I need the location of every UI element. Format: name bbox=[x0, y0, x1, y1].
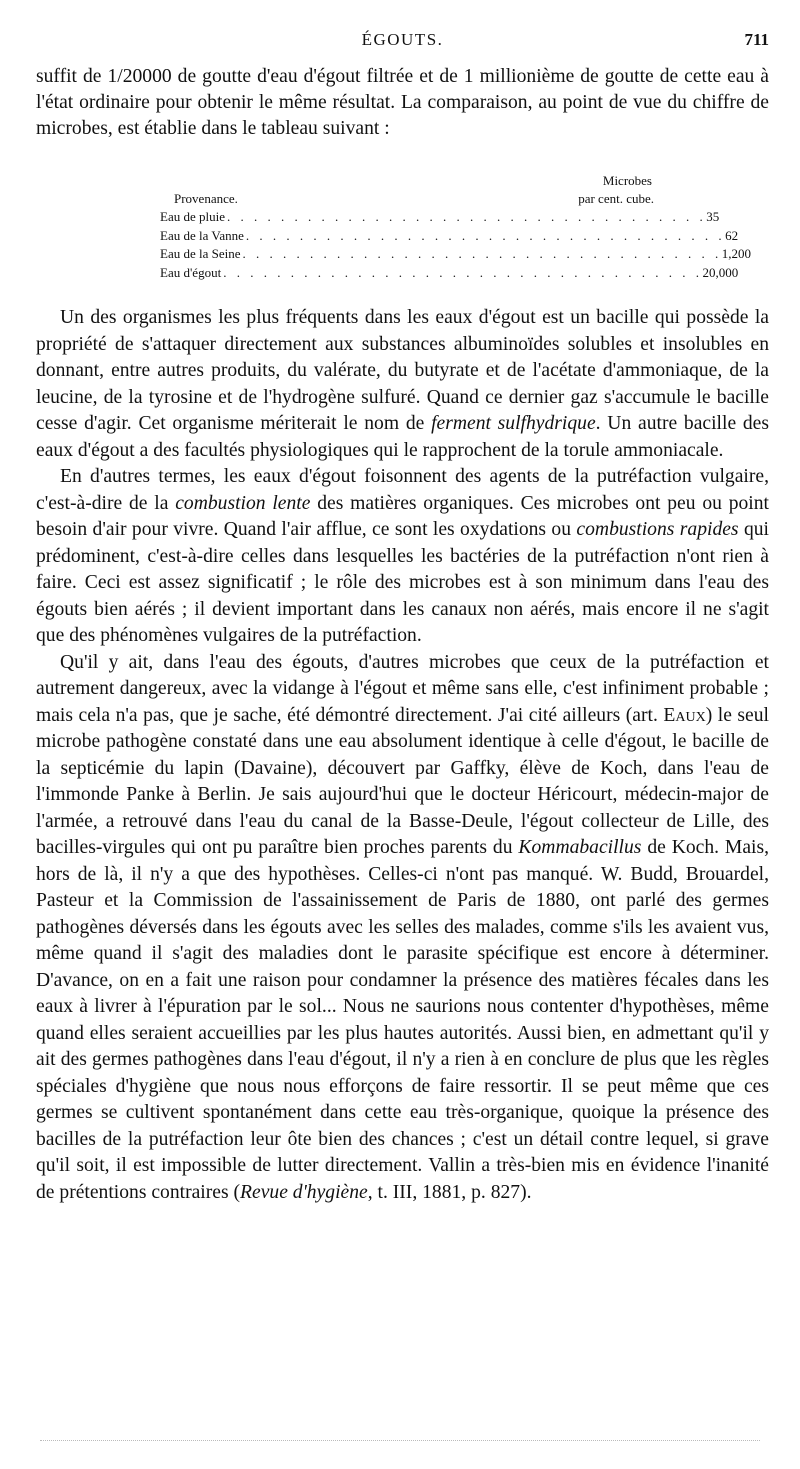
italic-term: combustions rapides bbox=[576, 519, 739, 540]
running-head bbox=[36, 30, 769, 56]
table-row bbox=[160, 264, 739, 283]
table-row bbox=[160, 208, 720, 227]
page-number: 711 bbox=[744, 30, 769, 49]
table-header-unit: par cent. cube. bbox=[578, 191, 654, 206]
text-run: des matières organiques. Ces microbes ont peu ou point besoin d'air pour vivre. Quand l'air afflue, ce sont les oxydations ou bbox=[36, 492, 769, 540]
running-title: ÉGOUTS. bbox=[361, 30, 444, 49]
italic-term: combustion lente bbox=[175, 492, 311, 514]
intro-paragraph: suffit de 1/20000 de goutte d'eau d'égout filtrée et de 1 millionième de goutte de cette eau à l'état ordinaire pour obtenir le même résultat. La comparaison, au point de vue du chiffre de microbes, est établie dans le tableau suivant : bbox=[36, 66, 769, 139]
table-row-value: 20,000 bbox=[702, 264, 739, 280]
table-header-row bbox=[160, 190, 654, 208]
text-run: Un des organismes les plus fréquents dans les eaux d'égout est un bacille qui possède la propriété de s'attaquer directement aux substances albuminoïdes solubles et insolubles en donnant, entre autres produits, du valérate, du butyrate et de l'acétate d'ammoniaque, de la leucine, de la tyrosine et de l'hydrogène sulfuré. Quand ce dernier gaz s'accumule le bacille cesse d'agir. Cet organisme mériterait le nom de bbox=[36, 307, 769, 434]
text-run: ) le seul microbe pathogène constaté dans une eau absolument identique à celle d'égout, le bacille de la septicémie du lapin (Davaine), découvert par Gaffky, élève de Koch, dans l'eau de l'immonde Panke à Berlin. Je sais aujourd'hui que le docteur Héricourt, médecin-major de l'armée, a retrouvé dans l'eau du canal de la Basse-Deule, l'égout collecteur de Lille, des bacilles-virgules qui ont pu paraître bien proches parents du bbox=[36, 704, 769, 858]
italic-term: ferment sulfhydrique bbox=[431, 413, 596, 434]
text-run: de Koch. Mais, hors de là, il n'y a que des hypothèses. Celles-ci n'ont pas manqué. W. Budd, Brouardel, Pasteur et la Commission de l'assainissement de Paris de 1880, ont parlé des germes pathogènes déversés dans les égouts avec les selles des malades, comme s'ils les avaient vus, même quand il s'agit des maladies dont le parasite spécifique est encore à déterminer. D'avance, on en a fait une raison pour condamner la présence des matières fécales dans les eaux à livrer à l'épuration par le sol... Nous ne saurions nous contenter d'hypothèses, même quand elles seraient accueillies par les plus hautes autorités. Aussi bien, en admettant qu'il y ait des germes pathogènes dans l'eau d'égout, il n'y a rien à en conclure de plus que les règles spéciales d'hygiène que nous nous efforçons de faire ressortir. Il se peut même que ces germes se cultivent spontanément dans cette eau très-organique, quoique la présence des bacilles de la putréfaction leur ôte bien des chances ; c'est un détail contre lequel, si grave qu'il soit, il est impossible de lutter directement. Vallin a très-bien mis en évidence l'inanité de prétentions contraires ( bbox=[36, 837, 770, 1203]
table-row bbox=[160, 227, 739, 246]
table-header-provenance: Provenance. bbox=[174, 191, 238, 206]
text-run: qui prédominent, c'est-à-dire celles dans lesquelles les bactéries de la putréfaction n'ont rien à faire. Ceci est assez significatif ; le rôle des microbes est à son minimum dans l'eau des égouts bien aérés ; il devient important dans les canaux non aérés, mais encore il ne s'agit que des phénomènes vulgaires de la putréfaction. bbox=[36, 519, 769, 646]
text-run: , t. III, 1881, p. 827). bbox=[367, 1181, 532, 1203]
paragraph-organisms bbox=[36, 305, 769, 464]
text-run: En d'autres termes, les eaux d'égout foisonnent des agents de la putréfaction vulgaire, c'est-à-dire de la bbox=[36, 466, 769, 514]
leader-dots: . . . . . . . . . . . . . . . . . . . . . . . . . . . . . . . . . . . . bbox=[245, 227, 726, 243]
paragraph-pathogens bbox=[36, 650, 769, 1207]
small-caps-reference: Eaux bbox=[663, 704, 706, 726]
body-text bbox=[36, 305, 769, 1206]
table-row-label: Eau d'égout bbox=[160, 264, 222, 280]
table-row-label: Eau de la Seine bbox=[160, 246, 241, 261]
footer-divider bbox=[40, 1440, 760, 1441]
table-row-label: Eau de la Vanne bbox=[160, 227, 244, 243]
table-row bbox=[160, 245, 751, 264]
table-header-microbes: Microbes bbox=[602, 173, 652, 188]
leader-dots: . . . . . . . . . . . . . . . . . . . . . . . . . . . . . . . . . . . . bbox=[242, 246, 722, 261]
italic-term: Kommabacillus bbox=[518, 837, 642, 858]
text-run: Qu'il y ait, dans l'eau des égouts, d'autres microbes que ceux de la putréfaction et autrement dangereux, avec la vidange à l'égout et même sans elle, c'est infiniment probable ; mais cela n'a pas, que je sache, été démontré directement. J'ai cité ailleurs (art. bbox=[36, 651, 769, 726]
microbe-count-table bbox=[160, 172, 751, 282]
table-row-value: 35 bbox=[706, 209, 720, 224]
italic-term: Revue d'hygiène bbox=[240, 1181, 368, 1203]
table-row-label: Eau de pluie bbox=[160, 209, 225, 224]
paragraph-putrefaction bbox=[36, 464, 769, 650]
table-row-value: 1,200 bbox=[721, 246, 751, 261]
leader-dots: . . . . . . . . . . . . . . . . . . . . . . . . . . . . . . . . . . . . bbox=[226, 209, 707, 224]
leader-dots: . . . . . . . . . . . . . . . . . . . . . . . . . . . . . . . . . . . . bbox=[223, 264, 703, 280]
text-run: . Un autre bacille des eaux d'égout a des facultés physiologiques qui le rapprochent de la torule ammoniacale. bbox=[36, 413, 770, 461]
table-row-value: 62 bbox=[725, 227, 739, 243]
